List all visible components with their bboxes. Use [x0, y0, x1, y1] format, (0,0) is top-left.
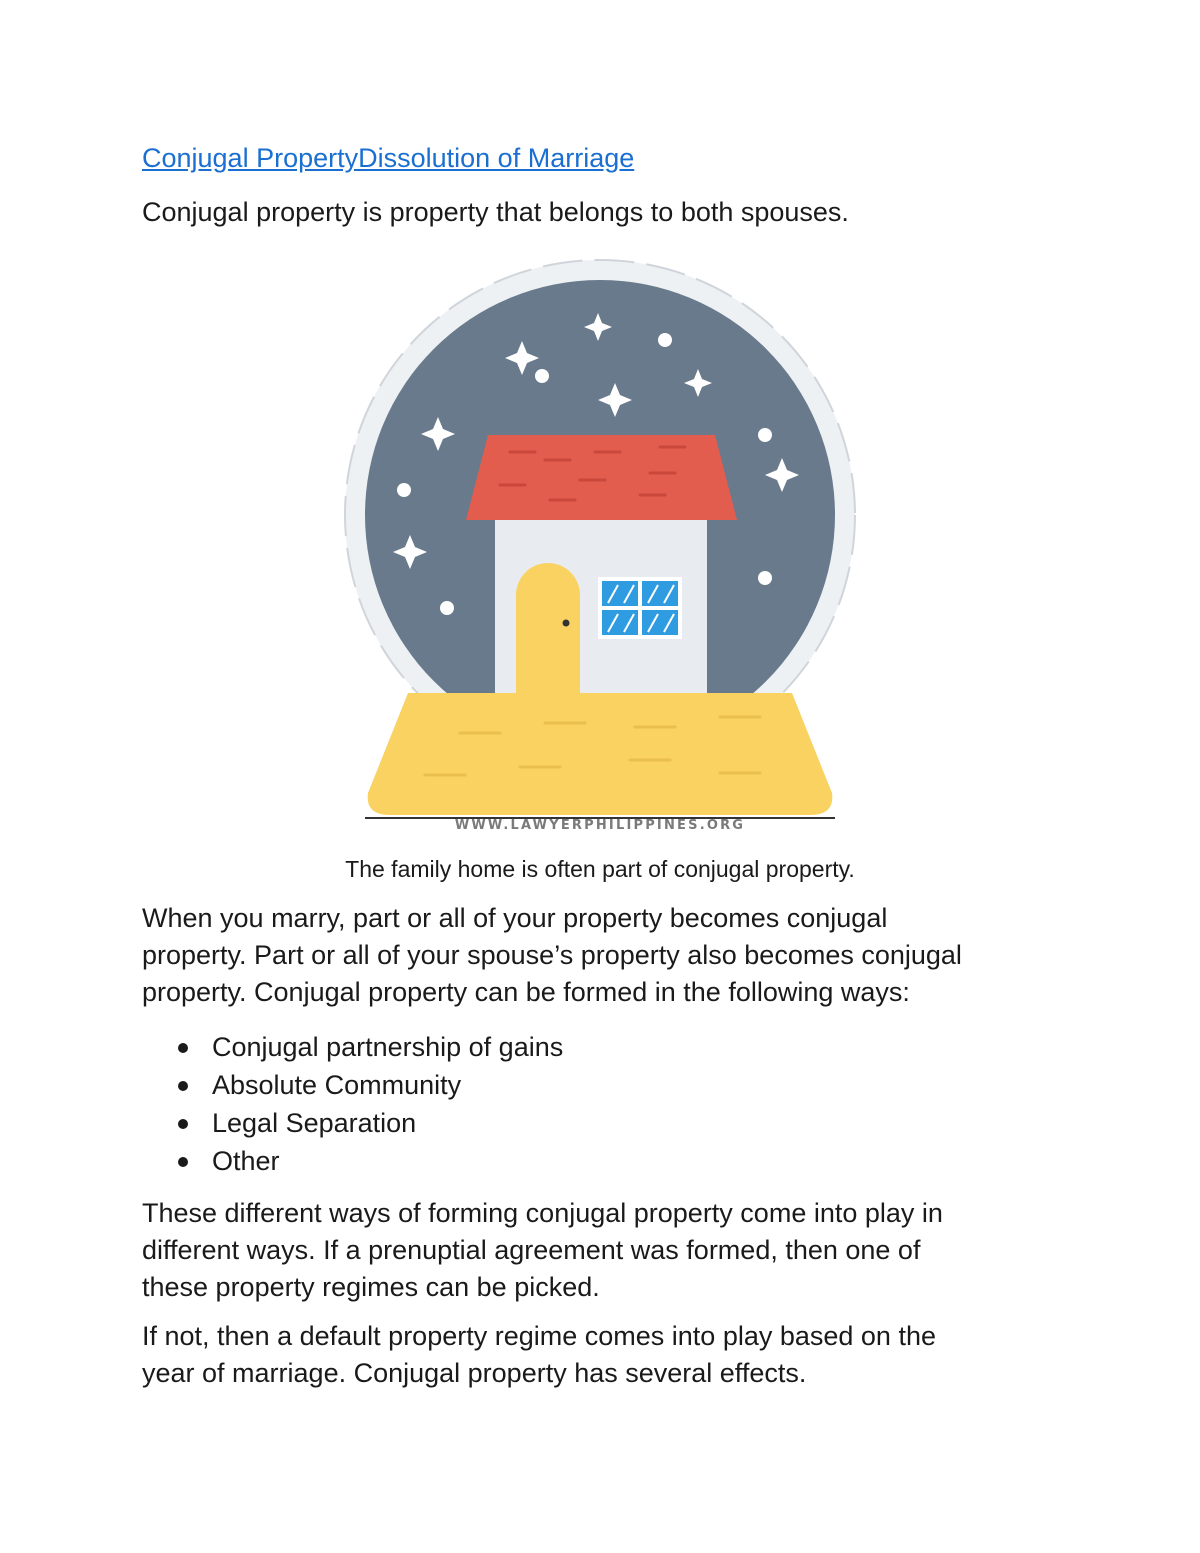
ifnot-line: year of marriage. Conjugal property has several effects. [142, 1358, 807, 1388]
list-item-label: Absolute Community [212, 1070, 462, 1100]
list-item-label: Legal Separation [212, 1108, 417, 1138]
door-knob [563, 620, 570, 627]
snow-globe-house-illustration [340, 255, 860, 835]
marry-line: property. Part or all of your spouse’s property also becomes conjugal [142, 940, 962, 970]
list-item [172, 1066, 563, 1104]
bullet-icon [178, 1081, 188, 1091]
title-link[interactable]: Conjugal PropertyDissolution of Marriage [142, 143, 635, 173]
marry-line: property. Conjugal property can be formed in the following ways: [142, 977, 910, 1007]
ways-line: these property regimes can be picked. [142, 1272, 600, 1302]
bullet-icon [178, 1043, 188, 1053]
watermark-text: WWW.LAWYERPHILIPPINES.ORG [454, 818, 746, 833]
list-item-label: Other [212, 1146, 280, 1176]
list-item [172, 1142, 563, 1180]
ways-line: different ways. If a prenuptial agreement was formed, then one of [142, 1235, 921, 1265]
marry-line: When you marry, part or all of your property becomes conjugal [142, 903, 888, 933]
ifnot-paragraph [142, 1318, 1062, 1392]
figure-caption: The family home is often part of conjugal property. [345, 856, 855, 882]
ways-line: These different ways of forming conjugal property come into play in [142, 1198, 943, 1228]
ways-paragraph [142, 1195, 1062, 1306]
house-door [516, 563, 580, 697]
globe-base [368, 693, 833, 815]
list-item [172, 1028, 563, 1066]
intro-paragraph: Conjugal property is property that belongs to both spouses. [142, 197, 849, 227]
regime-list [172, 1028, 563, 1180]
list-item [172, 1104, 563, 1142]
list-item-label: Conjugal partnership of gains [212, 1032, 564, 1062]
ifnot-line: If not, then a default property regime comes into play based on the [142, 1321, 936, 1351]
bullet-icon [178, 1119, 188, 1129]
marry-paragraph [142, 900, 1062, 1011]
bullet-icon [178, 1157, 188, 1167]
house-roof [466, 435, 737, 520]
